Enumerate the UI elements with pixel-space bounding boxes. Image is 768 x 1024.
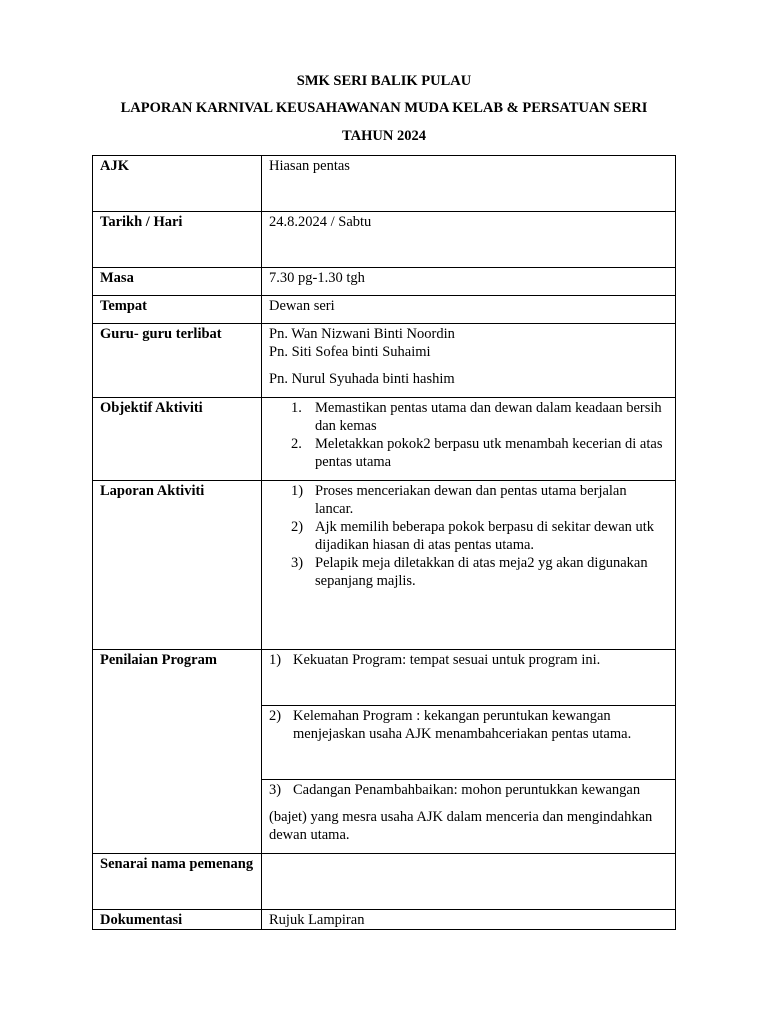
list-item: 1) Kekuatan Program: tempat sesuai untuk program ini. xyxy=(269,652,601,668)
guru-name: Pn. Siti Sofea binti Suhaimi xyxy=(269,344,431,360)
label-guru: Guru- guru terlibat xyxy=(93,324,262,398)
guru-name: Pn. Wan Nizwani Binti Noordin xyxy=(269,326,455,342)
value-guru xyxy=(262,324,676,398)
value-tempat: Dewan seri xyxy=(262,296,676,324)
row-objektif xyxy=(93,398,676,481)
list-item: 3) Cadangan Penambahbaikan: mohon peruntukkan kewangan xyxy=(269,782,641,798)
row-masa xyxy=(93,268,676,296)
row-senarai xyxy=(93,854,676,910)
row-tempat xyxy=(93,296,676,324)
value-senarai xyxy=(262,854,676,910)
value-laporan xyxy=(262,481,676,650)
value-objektif xyxy=(262,398,676,481)
row-tarikh xyxy=(93,212,676,268)
row-laporan xyxy=(93,481,676,650)
laporan-list xyxy=(269,482,668,590)
cadangan-continuation: (bajet) yang mesra usaha AJK dalam menceria dan mengindahkan dewan utama. xyxy=(269,809,653,843)
value-cadangan xyxy=(262,780,676,854)
list-item: 2) Kelemahan Program : kekangan peruntukan kewangan menjejaskan usaha AJK menambahceriakan pentas utama. xyxy=(269,708,632,742)
row-penilaian-kekuatan xyxy=(93,650,676,706)
list-item: 1. Memastikan pentas utama dan dewan dalam keadaan bersih dan kemas xyxy=(291,400,662,434)
list-item: 3) Pelapik meja diletakkan di atas meja2 yg akan digunakan sepanjang majlis. xyxy=(291,555,648,589)
row-ajk xyxy=(93,156,676,212)
report-title: LAPORAN KARNIVAL KEUSAHAWANAN MUDA KELAB & PERSATUAN SERI xyxy=(120,100,648,116)
guru-name: Pn. Nurul Syuhada binti hashim xyxy=(269,371,455,387)
value-masa: 7.30 pg-1.30 tgh xyxy=(262,268,676,296)
list-item: 1) Proses menceriakan dewan dan pentas utama berjalan lancar. xyxy=(291,483,627,517)
label-dokumentasi: Dokumentasi xyxy=(93,910,262,930)
row-dokumentasi xyxy=(93,910,676,930)
label-tempat: Tempat xyxy=(93,296,262,324)
report-table xyxy=(92,155,676,930)
label-masa: Masa xyxy=(93,268,262,296)
list-item: 2. Meletakkan pokok2 berpasu utk menambah kecerian di atas pentas utama xyxy=(291,436,663,470)
value-kelemahan xyxy=(262,706,676,780)
label-ajk: AJK xyxy=(93,156,262,212)
value-dokumentasi: Rujuk Lampiran xyxy=(262,910,676,930)
list-item: 2) Ajk memilih beberapa pokok berpasu di sekitar dewan utk dijadikan hiasan di atas pentas utama. xyxy=(291,519,655,553)
value-kekuatan xyxy=(262,650,676,706)
label-objektif: Objektif Aktiviti xyxy=(93,398,262,481)
label-tarikh: Tarikh / Hari xyxy=(93,212,262,268)
school-name: SMK SERI BALIK PULAU xyxy=(296,73,472,89)
label-laporan: Laporan Aktiviti xyxy=(93,481,262,650)
value-ajk: Hiasan pentas xyxy=(262,156,676,212)
value-tarikh: 24.8.2024 / Sabtu xyxy=(262,212,676,268)
label-senarai: Senarai nama pemenang xyxy=(93,854,262,910)
report-year: TAHUN 2024 xyxy=(342,128,426,144)
objektif-list xyxy=(269,399,668,471)
label-penilaian: Penilaian Program xyxy=(93,650,262,854)
row-guru xyxy=(93,324,676,398)
